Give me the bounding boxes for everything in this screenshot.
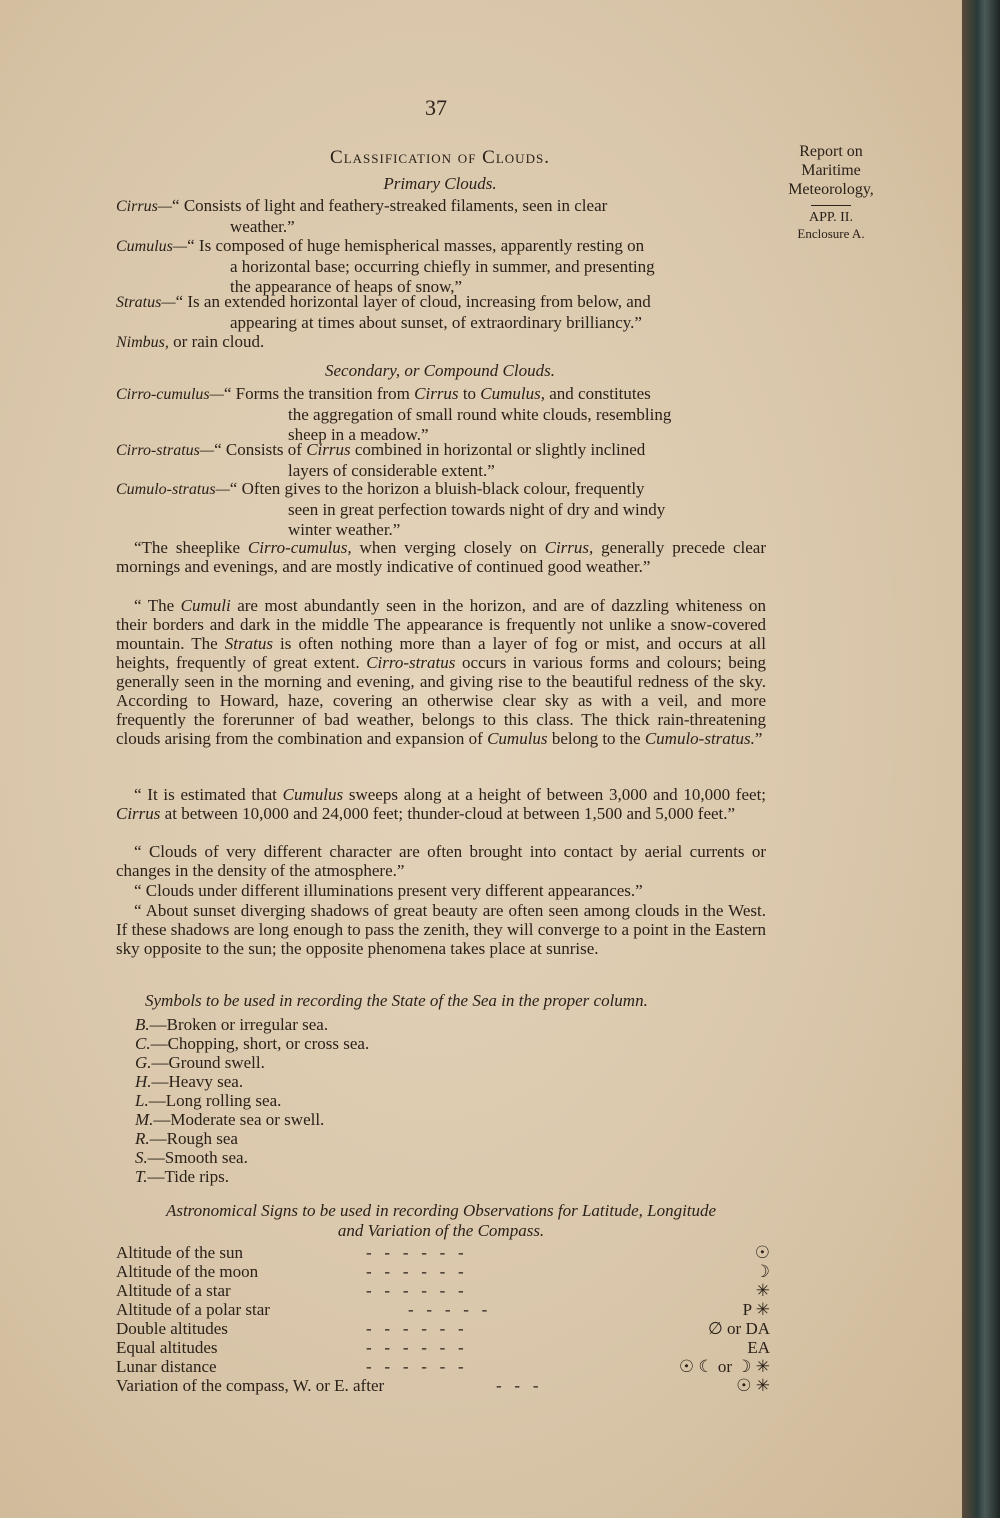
text-italic: Cumulo-stratus. <box>644 729 755 748</box>
entry-term-inline: Cirrus <box>414 384 459 403</box>
margin-rule <box>811 205 851 206</box>
list-item <box>135 1129 369 1148</box>
text: is often nothing more than a layer of fog or mist, and occurs at all heights, frequently of great extent. <box>116 634 766 672</box>
astro-heading-line: and Variation of the Compass. <box>337 1221 545 1240</box>
paragraph: “ About sunset diverging shadows of great beauty are often seen among clouds in the West. If these shadows are long enough to pass the zenith, they will converge to a point in the Eastern sky opposite to the sun; the opposite phenomena takes place at sunrise. <box>116 901 766 958</box>
entry-text: or rain cloud. <box>168 332 265 351</box>
text: belong to the <box>547 729 645 748</box>
symbol-key: C. <box>135 1034 151 1053</box>
secondary-entry <box>116 440 766 481</box>
text: generally precede clear mornings and evenings, and are mostly indicative of continued good weather.” <box>116 538 766 576</box>
text-italic: Cirrus, <box>544 538 594 557</box>
entry-text: “ Often gives to the horizon a bluish-black colour, frequently <box>229 479 645 498</box>
entry-text: the aggregation of small round white clouds, resembling <box>288 405 672 424</box>
symbol-key: L. <box>135 1091 149 1110</box>
list-item <box>135 1110 369 1129</box>
margin-appendix: APP. II. <box>809 210 853 225</box>
astro-label: Altitude of a polar star <box>116 1300 270 1319</box>
lunar-distance-icon: ☉ ☾ or ☽ ✳ <box>678 1357 770 1376</box>
text-italic: Cumuli <box>180 596 231 615</box>
primary-entry <box>116 196 766 237</box>
astro-label: Variation of the compass, W. or E. after <box>116 1376 385 1395</box>
text: “ It is estimated that <box>134 785 283 804</box>
symbol-key: R. <box>135 1129 150 1148</box>
margin-line: Meteorology, <box>788 181 874 198</box>
cloud-term: Nimbus, <box>116 334 169 351</box>
cloud-term: Cirro-stratus— <box>116 442 215 459</box>
symbol-desc: —Moderate sea or swell. <box>153 1110 325 1129</box>
leader-dashes: - - - - - <box>408 1300 488 1319</box>
secondary-heading: Secondary, or Compound Clouds. <box>325 361 555 380</box>
cloud-term: Cumulo-stratus— <box>116 481 230 498</box>
leader-dashes: - - - - - - <box>366 1243 464 1262</box>
moon-icon: ☽ <box>754 1262 770 1281</box>
entry-text: sheep in a meadow.” <box>288 425 429 444</box>
paragraph <box>116 785 766 823</box>
list-item <box>116 1243 770 1262</box>
entry-text: and constitutes <box>545 384 651 403</box>
entry-text: weather.” <box>230 217 295 236</box>
entry-text: seen in great perfection towards night of dry and windy <box>288 500 666 519</box>
list-item <box>116 1300 770 1319</box>
text: “The sheeplike <box>134 538 248 557</box>
cloud-term: Cirrus— <box>116 198 173 215</box>
astro-label: Altitude of the sun <box>116 1243 244 1262</box>
text: when verging closely on <box>351 538 545 557</box>
list-item <box>135 1148 369 1167</box>
entry-text: “ Is an extended horizontal layer of cloud, increasing from below, and <box>175 292 651 311</box>
astro-label: Equal altitudes <box>116 1338 218 1357</box>
primary-entry <box>116 292 766 333</box>
secondary-entry <box>116 384 766 445</box>
astro-sign-list <box>116 1243 770 1395</box>
list-item <box>116 1281 770 1300</box>
list-item <box>116 1357 770 1376</box>
symbol-desc: —Rough sea <box>149 1129 238 1148</box>
astro-heading <box>116 1201 766 1241</box>
margin-line: Report on <box>799 143 863 160</box>
entry-term-inline: Cumulus, <box>480 384 546 403</box>
list-item <box>116 1376 770 1395</box>
symbol-key: B. <box>135 1015 150 1034</box>
leader-dashes: - - - <box>496 1376 539 1395</box>
text: occurs in various forms and colours; being generally seen in the morning and evening, and giving rise to the beautiful redness of the sky. According to Howard, haze, covering an otherwise clear sky as with a veil, and more frequently the forerunner of bad weather, belongs to this class. The thick rain-threatening clouds arising from the combination and expansion of <box>116 653 766 748</box>
entry-text: “ Is composed of huge hemispherical masses, apparently resting on <box>187 236 645 255</box>
leader-dashes: - - - - - - <box>366 1338 464 1357</box>
secondary-entry <box>116 479 766 540</box>
astro-label: Double altitudes <box>116 1319 228 1338</box>
list-item <box>116 1262 770 1281</box>
symbol-key: H. <box>135 1072 152 1091</box>
symbol-desc: —Tide rips. <box>147 1167 230 1186</box>
cloud-term: Cumulus— <box>116 238 188 255</box>
text: ” <box>754 729 763 748</box>
text-italic: Cirrus <box>116 804 161 823</box>
astro-label: Altitude of a star <box>116 1281 231 1300</box>
equal-altitude-sign: EA <box>747 1338 770 1357</box>
symbol-key: S. <box>135 1148 148 1167</box>
text-italic: Stratus <box>224 634 273 653</box>
primary-entry <box>116 236 766 297</box>
margin-line: Maritime <box>801 162 861 179</box>
entry-text: “ Consists of <box>214 440 307 459</box>
text: at between 10,000 and 24,000 feet; thunder-cloud at between 1,500 and 5,000 feet.” <box>160 804 736 823</box>
paragraph <box>116 596 766 748</box>
margin-enclosure: Enclosure A. <box>797 226 865 241</box>
list-item <box>116 1319 770 1338</box>
symbol-desc: —Long rolling sea. <box>148 1091 282 1110</box>
leader-dashes: - - - - - - <box>366 1357 464 1376</box>
text: sweeps along at a height of between 3,000 and 10,000 feet; <box>343 785 767 804</box>
polar-star-icon: P ✳ <box>742 1300 770 1319</box>
primary-heading: Primary Clouds. <box>383 174 497 193</box>
book-edge <box>962 0 1000 1518</box>
list-item <box>135 1072 369 1091</box>
text: “ The <box>134 596 181 615</box>
sun-icon: ☉ <box>754 1243 770 1262</box>
entry-text: a horizontal base; occurring chiefly in summer, and presenting <box>230 257 655 276</box>
entry-text: the appearance of heaps of snow,” <box>230 277 463 296</box>
entry-term-inline: Cirrus <box>306 440 351 459</box>
list-item <box>135 1167 369 1186</box>
page-number: 37 <box>425 95 447 120</box>
star-icon: ✳ <box>755 1281 770 1300</box>
symbol-desc: —Broken or irregular sea. <box>149 1015 329 1034</box>
symbol-desc: —Ground swell. <box>151 1053 265 1072</box>
text-italic: Cumulus <box>487 729 548 748</box>
paragraph: “ Clouds under different illuminations present very different appearances.” <box>134 881 643 900</box>
sea-symbol-list <box>135 1015 369 1186</box>
text-italic: Cirro-stratus <box>366 653 456 672</box>
symbol-key: G. <box>135 1053 152 1072</box>
symbol-key: M. <box>135 1110 154 1129</box>
cloud-term: Stratus— <box>116 294 176 311</box>
astro-heading-line: Astronomical Signs to be used in recording Observations for Latitude, Longitude <box>165 1201 717 1220</box>
astro-label: Altitude of the moon <box>116 1262 259 1281</box>
entry-text: layers of considerable extent.” <box>288 461 495 480</box>
entry-text: combined in horizontal or slightly inclined <box>350 440 646 459</box>
cloud-term: Cirro-cumulus— <box>116 386 224 403</box>
entry-text: “ Forms the transition from <box>223 384 415 403</box>
paragraph: “ Clouds of very different character are often brought into contact by aerial currents or changes in the density of the atmosphere.” <box>116 842 766 880</box>
entry-text: to <box>458 384 481 403</box>
list-item <box>135 1091 369 1110</box>
text-italic: Cirro-cumulus, <box>247 538 352 557</box>
leader-dashes: - - - - - - <box>366 1262 464 1281</box>
leader-dashes: - - - - - - <box>366 1319 464 1338</box>
astro-label: Lunar distance <box>116 1357 217 1376</box>
entry-text: “ Consists of light and feathery-streaked filaments, seen in clear <box>172 196 608 215</box>
symbol-key: T. <box>135 1167 148 1186</box>
double-altitude-icon: ∅ or DA <box>707 1319 770 1338</box>
entry-text: winter weather.” <box>288 520 401 539</box>
symbol-desc: —Smooth sea. <box>147 1148 248 1167</box>
list-item <box>135 1034 369 1053</box>
entry-text: appearing at times about sunset, of extraordinary brilliancy.” <box>230 313 642 332</box>
symbol-desc: —Heavy sea. <box>151 1072 244 1091</box>
list-item <box>135 1015 369 1034</box>
list-item <box>135 1053 369 1072</box>
text: are most abundantly seen in the horizon, and are of dazzling whiteness on their borders and dark in the middle The appearance is frequently not unlike a snow-covered mountain. The <box>116 596 766 653</box>
paragraph <box>116 538 766 576</box>
nimbus-entry <box>116 332 766 353</box>
leader-dashes: - - - - - - <box>366 1281 464 1300</box>
text-italic: Cumulus <box>282 785 344 804</box>
section-title: Classification of Clouds. <box>330 147 550 168</box>
symbol-desc: —Chopping, short, or cross sea. <box>150 1034 370 1053</box>
compass-variation-icon: ☉ ✳ <box>736 1376 770 1395</box>
sea-symbols-heading: Symbols to be used in recording the State of the Sea in the proper column. <box>145 991 648 1010</box>
list-item <box>116 1338 770 1357</box>
